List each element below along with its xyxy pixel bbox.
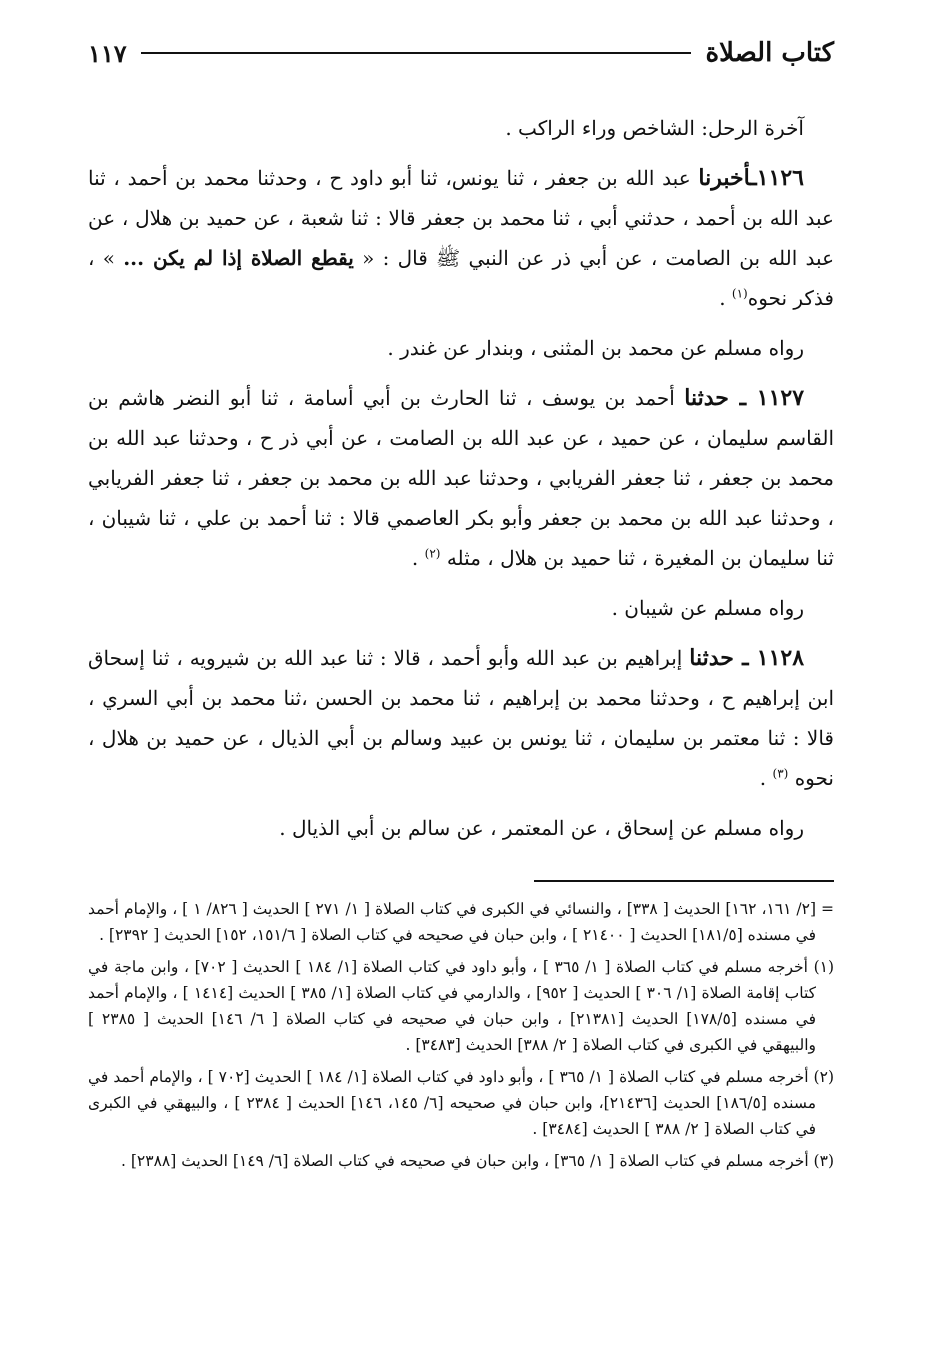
footnote-divider: [534, 880, 834, 882]
narration-verb: حدثنا: [689, 645, 734, 671]
hadith-1126: ١١٢٦ـأخبرنا عبد الله بن جعفر ، ثنا يونس، ثنا أبو داود ح ، وحدثنا محمد بن أحمد ، ثنا عبد الله بن أحمد ، حدثني أبي ، ثنا محمد بن جعفر قالا : ثنا شعبة ، عن حميد بن هلال ، عن عبد الله بن الصامت ، عن أبي ذر عن النبي ﷺ قال : « يقطع الصلاة إذا لم يكن ... » ، فذكر نحوه$^{(١)}$ .: [88, 165, 835, 310]
hadith-quote: يقطع الصلاة إذا لم يكن ...: [123, 246, 354, 270]
hadith-1128: ١١٢٨ ـ حدثنا إبراهيم بن عبد الله وأبو أحمد ، قالا : ثنا عبد الله بن شيرويه ، ثنا إسحاق ابن إبراهيم ح ، وحدثنا محمد بن إبراهيم ، ثنا محمد بن الحسن ،ثنا محمد بن أبي السري ، قالا : ثنا معتمر بن سليمان ، ثنا يونس بن عبيد وسالم بن أبي الذيال ، عن حميد بن هلال ، نحوه $^{(٣)}$ .: [88, 645, 834, 790]
page-number: ١١٧: [88, 38, 127, 68]
hadith-number: ١١٢٧: [756, 385, 805, 411]
footnote-ref[interactable]: (٣): [772, 766, 789, 781]
page-header: [88, 30, 834, 76]
header-rule: [141, 52, 692, 54]
hadith-text: إبراهيم بن عبد الله وأبو أحمد ، قالا : ثنا عبد الله بن شيرويه ، ثنا إسحاق ابن إبراهيم ح ، وحدثنا محمد بن إبراهيم ، ثنا محمد بن الحسن ،ثنا محمد بن أبي السري ، قالا : ثنا معتمر بن سليمان ، ثنا يونس بن عبيد وسالم بن أبي الذيال ، عن حميد بن هلال ، نحوه: [88, 646, 834, 790]
riwaya-text: رواه مسلم عن شيبان .: [611, 596, 804, 620]
footnote-2: (٢) أخرجه مسلم في كتاب الصلاة [ ١/ ٣٦٥ ] ، وأبو داود في كتاب الصلاة [١/ ١٨٤ ] الحديث [٧٠٢ ] ، والإمام أحمد في مسنده [١٨٦/٥] الحديث [٢١٤٣٦]، وابن حبان في صحيحه [٦/ ١٤٥، ١٤٦] الحديث [ ٢٣٨٤ ] ، والبيهقي في الكبرى في كتاب الصلاة [ ٢/ ٣٨٨ ] الحديث [٣٤٨٤] .: [88, 1068, 834, 1138]
riwaya-text: رواه مسلم عن محمد بن المثنى ، وبندار عن غندر .: [387, 336, 804, 360]
hadith-number: ١١٢٦: [756, 165, 804, 191]
footnote-continued: = [٢/ ١٦١، ١٦٢] الحديث [ ٣٣٨] ، والنسائي في الكبرى في كتاب الصلاة [ ١/ ٢٧١ ] الحديث [ ٨٢٦/ ١ ] ، والإمام أحمد في مسنده [١٨١/٥] الحديث [ ٢١٤٠٠ ] ، وابن حبان في صحيحه في كتاب الصلاة [ ١٥١/٦، ١٥٢] الحديث [ ٢٣٩٢] .: [88, 900, 835, 944]
footnote-3: (٣) أخرجه مسلم في كتاب الصلاة [ ١/ ٣٦٥] ، وابن حبان في صحيحه في كتاب الصلاة [٦/ ١٤٩] الحديث [٢٣٨٨] .: [121, 1152, 834, 1170]
footnote-ref[interactable]: (٢): [424, 546, 441, 561]
gloss-text: آخرة الرحل: الشاخص وراء الراكب .: [505, 116, 804, 140]
paragraph-riwaya-1: [88, 328, 834, 368]
hadith-1127: ١١٢٧ ـ حدثنا أحمد بن يوسف ، ثنا الحارث بن أبي أسامة ، ثنا أبو النضر هاشم بن القاسم سليمان ، عن حميد ، عن عبد الله بن الصامت ، عن أبي ذر ح ، وحدثنا عبد الله بن محمد بن جعفر ، ثنا جعفر الفريابي ، وحدثنا عبد الله بن محمد بن جعفر ، ثنا جعفر الفريابي ، وحدثنا عبد الله بن محمد بن جعفر وأبو بكر العاصمي قالا : ثنا أحمد بن علي ، ثنا شيبان ، ثنا سليمان بن المغيرة ، ثنا حميد بن هلال ، مثله $^{(٢)}$ .: [88, 385, 834, 570]
footnotes: [88, 896, 834, 1180]
hadith-text-after: » ، فذكر نحوه: [88, 246, 834, 310]
paragraph-riwaya-2: [88, 588, 834, 628]
hadith-text: عبد الله بن جعفر ، ثنا يونس، ثنا أبو داود ح ، وحدثنا محمد بن أحمد ، ثنا عبد الله بن أحمد ، حدثني أبي ، ثنا محمد بن جعفر قالا : ثنا شعبة ، عن حميد بن هلال ، عن عبد الله بن الصامت ، عن أبي ذر عن النبي ﷺ قال : «: [88, 166, 835, 270]
paragraph-gloss: [88, 108, 834, 148]
riwaya-text: رواه مسلم عن إسحاق ، عن المعتمر ، عن سالم بن أبي الذيال .: [279, 816, 804, 840]
hadith-text: أحمد بن يوسف ، ثنا الحارث بن أبي أسامة ، ثنا أبو النضر هاشم بن القاسم سليمان ، عن حميد ، عن عبد الله بن الصامت ، عن أبي ذر ح ، وحدثنا عبد الله بن محمد بن جعفر ، ثنا جعفر الفريابي ، وحدثنا عبد الله بن محمد بن جعفر ، ثنا جعفر الفريابي ، وحدثنا عبد الله بن محمد بن جعفر وأبو بكر العاصمي قالا : ثنا أحمد بن علي ، ثنا شيبان ، ثنا سليمان بن المغيرة ، ثنا حميد بن هلال ، مثله: [88, 386, 834, 570]
paragraph-riwaya-3: [88, 808, 834, 848]
main-text: [88, 108, 834, 858]
narration-verb: حدثنا: [684, 385, 729, 411]
book-title: كتاب الصلاة: [705, 38, 834, 68]
hadith-number: ١١٢٨: [756, 645, 805, 671]
footnote-ref[interactable]: (١): [731, 286, 748, 301]
footnote-1: (١) أخرجه مسلم في كتاب الصلاة [ ١/ ٣٦٥ ] ، وأبو داود في كتاب الصلاة [١/ ١٨٤ ] الحديث [ ٧٠٢] ، وابن ماجة في كتاب إقامة الصلاة [١/ ٣٠٦ ] الحديث [ ٩٥٢] ، والدارمي في كتاب الصلاة [١/ ٣٨٥ ] الحديث [١٤١٤ ] ، والإمام أحمد في مسنده [١٧٨/٥] الحديث [٢١٣٨١] ، وابن حبان في صحيحه في كتاب الصلاة [ ٦/ ١٤٦] الحديث [ ٢٣٨٥ ] والبيهقي في الكبرى في كتاب الصلاة [ ٢/ ٣٨٨] الحديث [٣٤٨٣] .: [88, 958, 835, 1054]
narration-verb: أخبرنا: [698, 165, 751, 191]
